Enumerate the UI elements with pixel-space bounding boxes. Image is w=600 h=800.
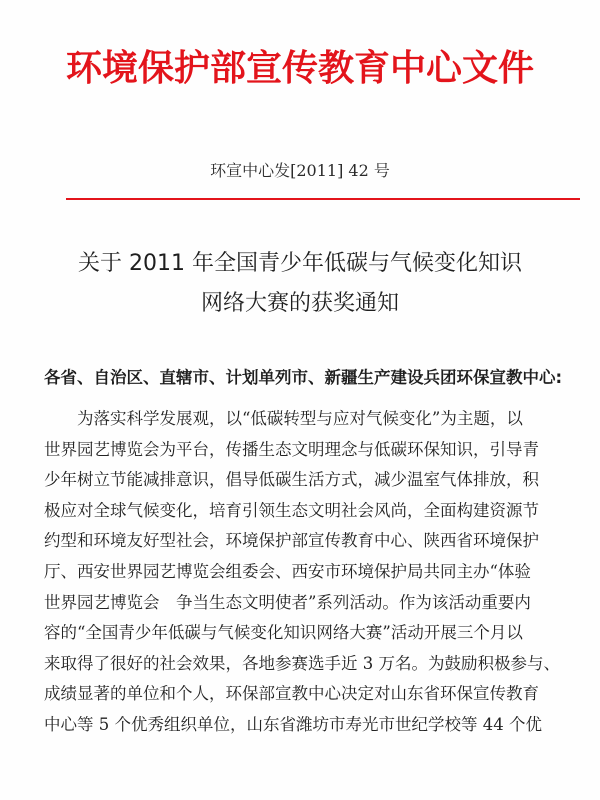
notice-title-line-1: 关于 2011 年全国青少年低碳与气候变化知识 <box>78 251 522 276</box>
notice-title <box>0 244 600 324</box>
body-paragraph <box>44 404 592 741</box>
body-line: 来取得了很好的社会效果，各地参赛选手近 3 万名。为鼓励积极参与、 <box>44 653 560 673</box>
notice-title-line-2: 网络大赛的获奖通知 <box>200 291 399 316</box>
document-number: 环宣中心发[2011] 42 号 <box>210 161 390 180</box>
body-line: 极应对全球气候变化，培育引领生态文明社会风尚，全面构建资源节 <box>44 500 539 520</box>
body-line: 世界园艺博览会 争当生态文明使者”系列活动。作为该活动重要内 <box>44 592 531 612</box>
body-line: 少年树立节能减排意识，倡导低碳生活方式，减少温室气体排放，积 <box>44 470 539 490</box>
recipients-line: 各省、自治区、直辖市、计划单列市、新疆生产建设兵团环保宣教中心: <box>44 368 563 387</box>
body-line: 中心等 5 个优秀组织单位，山东省潍坊市寿光市世纪学校等 44 个优 <box>44 714 542 734</box>
body-line: 世界园艺博览会为平台，传播生态文明理念与低碳环保知识，引导青 <box>44 439 539 459</box>
body-line: 容的“全国青少年低碳与气候变化知识网络大赛”活动开展三个月以 <box>44 623 523 643</box>
body-line: 为落实科学发展观，以“低碳转型与应对气候变化”为主题，以 <box>77 409 523 428</box>
document-header-title: 环境保护部宣传教育中心文件 <box>65 47 534 89</box>
body-line: 厅、西安世界园艺博览会组委会、西安市环境保护局共同主办“体验 <box>44 561 531 581</box>
body-line: 约型和环境友好型社会，环境保护部宣传教育中心、陕西省环境保护 <box>44 531 539 551</box>
body-line: 成绩显著的单位和个人，环保部宣教中心决定对山东省环保宣传教育 <box>44 684 539 704</box>
header-divider <box>66 198 580 200</box>
